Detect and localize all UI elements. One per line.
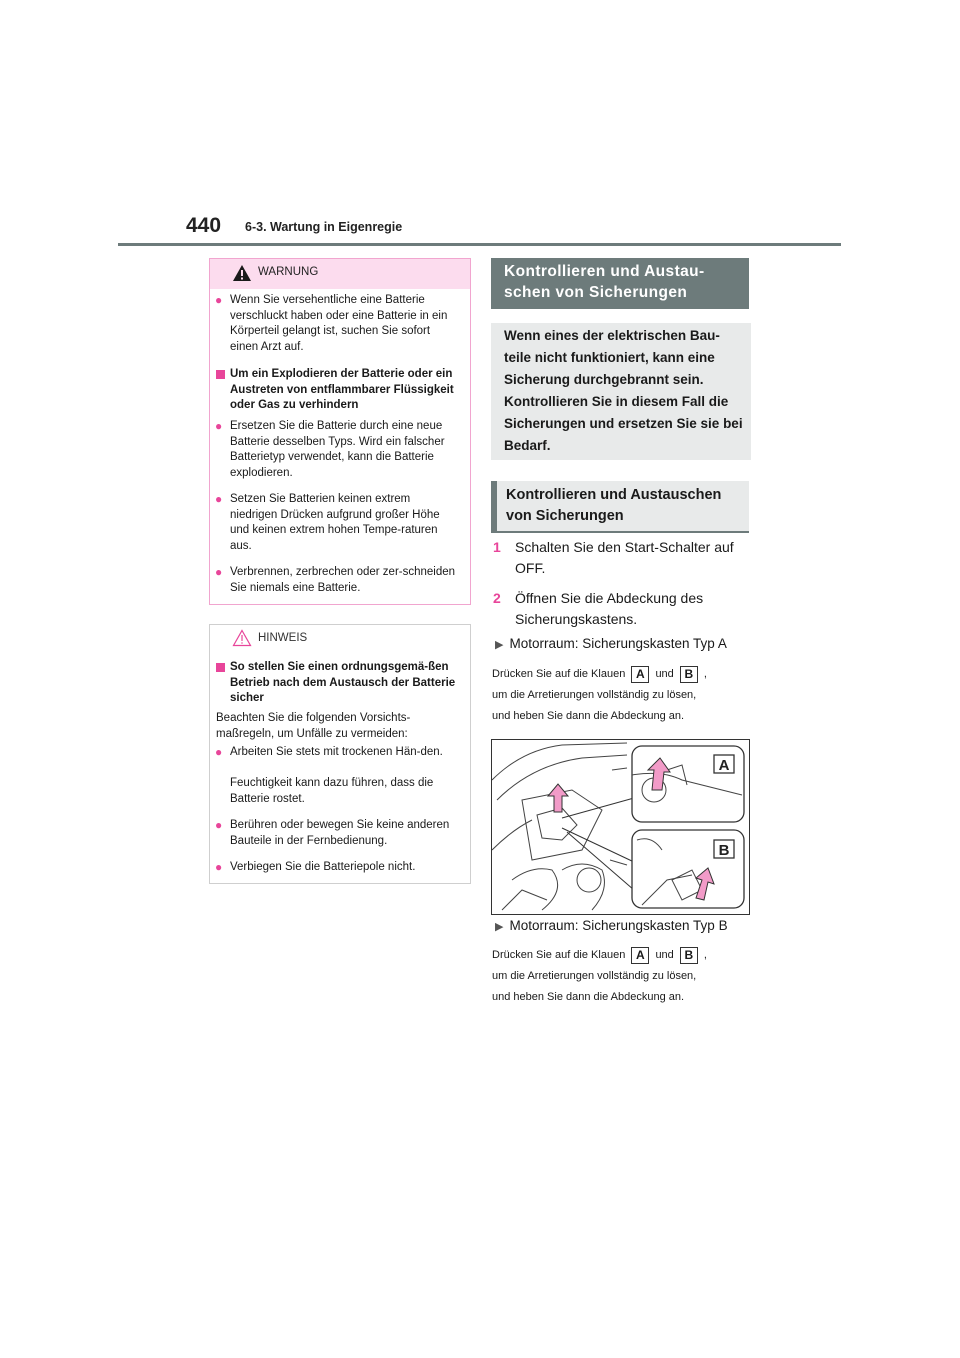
bullet-icon: ● — [215, 419, 223, 433]
step-2 — [493, 588, 763, 630]
notice-box — [209, 624, 471, 884]
bullet-icon: ● — [215, 293, 223, 307]
warning-subheading: Um ein Explodieren der Batterie oder ein Austreten von entflammbarer Flüssigkeit oder Gas zu verhindern — [210, 367, 458, 414]
sub-section-heading: Kontrollieren und Austauschen von Sicherungen — [491, 481, 749, 533]
warning-item: ● Wenn Sie versehentliche eine Batterie verschluckt haben oder eine Batterie in ein Körperteil gelangt ist, suchen Sie sofort einen Arzt auf. — [215, 293, 448, 353]
label-a-badge: A — [631, 947, 649, 964]
notice-subheading: So stellen Sie einen ordnungsgemä-ßen Betrieb nach dem Austausch der Batterie sicher — [210, 660, 458, 707]
triangle-right-icon: ▶ — [495, 639, 504, 651]
warning-box — [209, 258, 471, 605]
notice-item: ● Arbeiten Sie stets mit trockenen Hän-den. — [215, 745, 443, 759]
label-b-badge: B — [680, 947, 698, 964]
step-number: 2 — [493, 590, 501, 606]
notice-item: ● Verbiegen Sie die Batteriepole nicht. — [215, 860, 416, 874]
intro-box — [491, 323, 751, 460]
intro-text: Wenn eines der elektrischen Bau-teile nicht funktioniert, kann eine Sicherung durchgebrannt sein. Kontrollieren Sie in diesem Fall die Sicherungen und ersetzen Sie sie bei Bedarf. — [504, 328, 743, 453]
warning-item: ● Setzen Sie Batterien keinen extrem niedrigen Drücken aufgrund großer Höhe und keinen extrem hohen Tempe-raturen aus. — [215, 492, 440, 552]
engine-fuse-box-illustration — [491, 739, 750, 915]
bullet-icon: ● — [215, 818, 223, 832]
square-bullet-icon — [216, 370, 225, 379]
bullet-icon: ● — [215, 860, 223, 874]
section-title: 6-3. Wartung in Eigenregie — [245, 220, 403, 234]
type-b-heading: ▶ Motorraum: Sicherungskasten Typ B — [495, 918, 728, 933]
warning-item: ● Ersetzen Sie die Batterie durch eine neue Batterie desselben Typs. Wird ein falscher Batterietyp verwendet, kann die Batterie explodieren. — [215, 419, 445, 479]
warning-title: WARNUNG — [258, 266, 319, 278]
notice-item: ● Berühren oder bewegen Sie keine anderen Bauteile in der Fernbedienung. — [215, 818, 450, 847]
notice-intro: Beachten Sie die folgenden Vorsichts-maßregeln, um Unfälle zu vermeiden: — [216, 712, 411, 740]
bullet-icon: ● — [215, 745, 223, 759]
type-a-heading: ▶ Motorraum: Sicherungskasten Typ A — [495, 636, 727, 651]
main-section-heading: Kontrollieren und Austau-schen von Sicherungen — [491, 258, 749, 309]
step-number: 1 — [493, 539, 501, 555]
label-b-badge: B — [680, 666, 698, 683]
caution-triangle-icon — [232, 629, 252, 647]
triangle-right-icon: ▶ — [495, 921, 504, 933]
bullet-icon: ● — [215, 565, 223, 579]
type-b-instructions: Drücken Sie auf die Klauen A und B , um die Arretierungen vollständig zu lösen, und heben Sie dann die Abdeckung an. — [492, 947, 707, 1003]
warning-header — [210, 259, 470, 289]
step-1 — [493, 537, 763, 579]
type-a-instructions: Drücken Sie auf die Klauen A und B , um die Arretierungen vollständig zu lösen, und heben Sie dann die Abdeckung an. — [492, 666, 707, 722]
notice-header — [210, 625, 470, 653]
warning-triangle-icon — [232, 264, 252, 282]
heading-accent-bar — [491, 481, 497, 531]
square-bullet-icon — [216, 663, 225, 672]
notice-title: HINWEIS — [258, 632, 308, 644]
page-number: 440 — [186, 214, 222, 237]
warning-item: ● Verbrennen, zerbrechen oder zer-schneiden Sie niemals eine Batterie. — [215, 565, 456, 594]
svg-text:B: B — [718, 842, 730, 859]
engine-compartment-drawing — [492, 740, 749, 914]
step-text: Schalten Sie den Start-Schalter auf OFF. — [515, 539, 734, 576]
bullet-icon: ● — [215, 492, 223, 506]
svg-text:A: A — [718, 757, 730, 774]
label-a-badge: A — [631, 666, 649, 683]
step-text: Öffnen Sie die Abdeckung des Sicherungskastens. — [515, 590, 704, 627]
notice-item-continuation: Feuchtigkeit kann dazu führen, dass die Batterie rostet. — [230, 777, 434, 805]
header-rule — [118, 243, 841, 246]
